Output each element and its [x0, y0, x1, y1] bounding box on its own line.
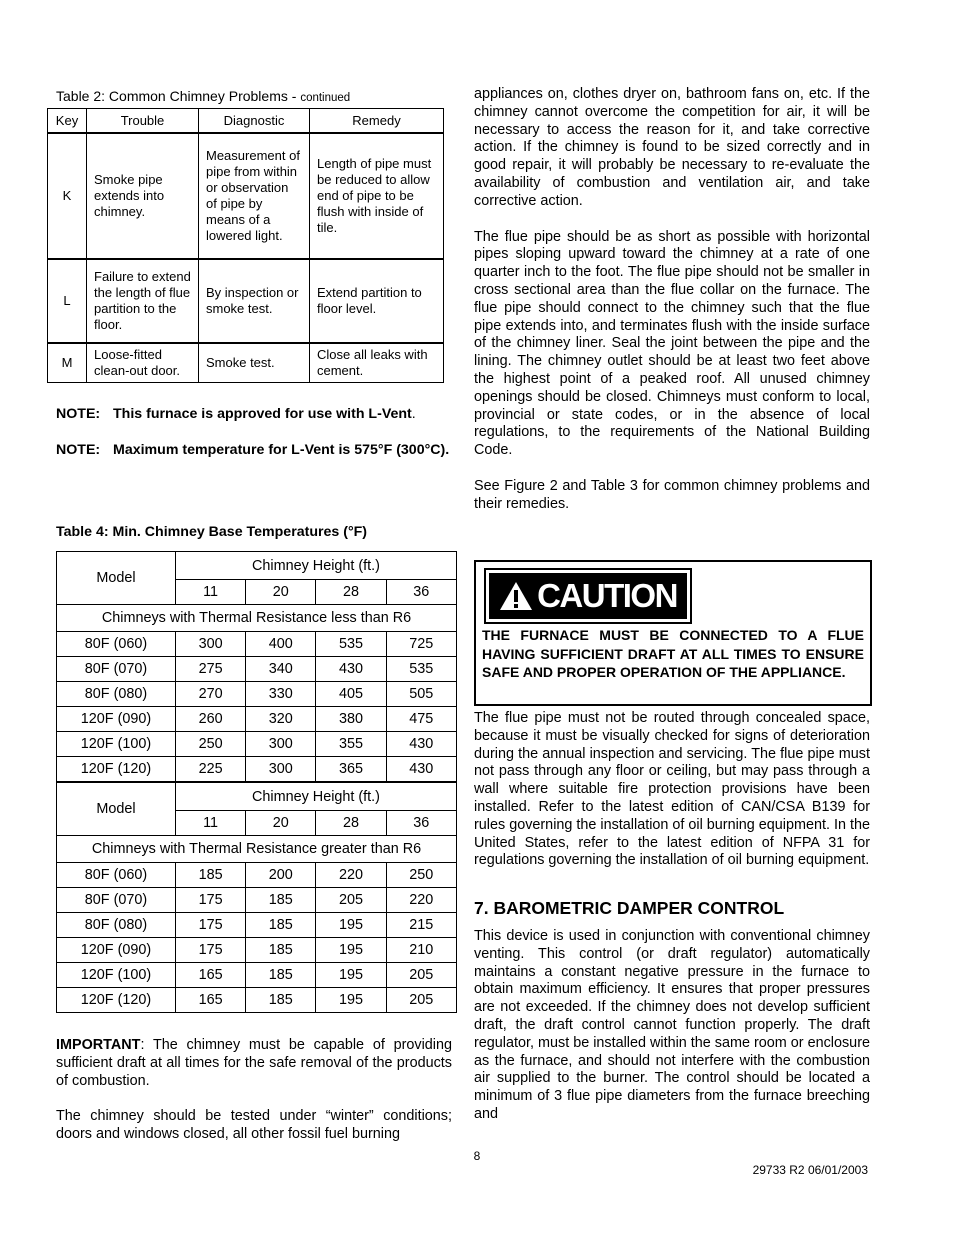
model-cell: 120F (120)	[57, 988, 176, 1013]
table2-caption: Table 2: Common Chimney Problems - continued	[56, 88, 351, 104]
table-row	[57, 732, 457, 757]
warning-triangle-icon	[499, 581, 533, 611]
chimney-height-header: Chimney Height (ft.)	[176, 552, 457, 580]
temp-cell: 430	[386, 757, 456, 783]
temp-cell: 430	[386, 732, 456, 757]
table-row	[48, 343, 444, 383]
header-diagnostic: Diagnostic	[199, 109, 310, 134]
model-cell: 80F (080)	[57, 913, 176, 938]
temp-cell: 195	[316, 938, 386, 963]
model-header: Model	[57, 782, 176, 836]
temp-cell: 195	[316, 913, 386, 938]
temp-cell: 185	[246, 888, 316, 913]
temp-cell: 475	[386, 707, 456, 732]
paragraph-air-competition: appliances on, clothes dryer on, bathroom fans on, etc. If the chimney cannot overcome the competition for air, it will be necessary to access the reason for it, and take corrective action. If the chimney is found to be sized correctly and in good repair, it will probably be necessary to re-evaluate the availability of combustion and ventilation air, and take corrective action.	[474, 86, 870, 209]
winter-conditions-paragraph: The chimney should be tested under “winter” conditions; doors and windows closed, all other fossil fuel burning	[56, 1108, 452, 1142]
table-header-row	[48, 109, 444, 134]
table-row	[48, 259, 444, 343]
temp-cell: 275	[176, 657, 246, 682]
temp-cell: 175	[176, 888, 246, 913]
model-cell: 120F (090)	[57, 938, 176, 963]
temp-cell: 320	[246, 707, 316, 732]
height-28: 28	[316, 580, 386, 605]
height-36: 36	[386, 580, 456, 605]
temp-cell: 405	[316, 682, 386, 707]
temp-cell: 200	[246, 863, 316, 888]
right-column-top	[474, 86, 870, 514]
section1-title: Chimneys with Thermal Resistance less than R6	[57, 605, 457, 632]
model-cell: 120F (120)	[57, 757, 176, 783]
table-row	[57, 632, 457, 657]
paragraph-flue-routing: The flue pipe must not be routed through concealed space, because it must be visually checked for signs of deterioration during the annual inspection and servicing. The flue pipe must not pass through any floor or ceiling, but may pass through a wall where suitable fire protection provisions have been installed. Refer to the latest edition of CAN/CSA B139 for rules governing the installation of oil burning equipment. In the United States, refer to the latest edition of NFPA 31 for regulations governing the installation of oil burning equipment.	[474, 710, 870, 869]
temp-cell: 220	[386, 888, 456, 913]
temp-cell: 270	[176, 682, 246, 707]
row-remedy: Extend partition to floor level.	[310, 259, 444, 343]
height-20: 20	[246, 811, 316, 836]
temp-cell: 535	[386, 657, 456, 682]
table-row	[57, 757, 457, 783]
page-number: 8	[473, 1149, 481, 1163]
row-key: L	[48, 259, 87, 343]
temp-cell: 505	[386, 682, 456, 707]
temp-cell: 185	[246, 913, 316, 938]
model-cell: 80F (070)	[57, 888, 176, 913]
section-title-row	[57, 836, 457, 863]
row-key: K	[48, 133, 87, 259]
caution-badge-inner	[489, 573, 687, 619]
model-header: Model	[57, 552, 176, 605]
table-row	[57, 913, 457, 938]
caution-text: THE FURNACE MUST BE CONNECTED TO A FLUE HAVING SUFFICIENT DRAFT AT ALL TIMES TO ENSURE SAFE AND PROPER OPERATION OF THE APPLIANCE.	[482, 627, 864, 680]
table-row	[57, 938, 457, 963]
temp-cell: 430	[316, 657, 386, 682]
temp-cell: 340	[246, 657, 316, 682]
table-header-row	[57, 552, 457, 580]
model-cell: 80F (060)	[57, 863, 176, 888]
temp-cell: 250	[386, 863, 456, 888]
temp-cell: 175	[176, 938, 246, 963]
row-diagnostic: Smoke test.	[199, 343, 310, 383]
temp-cell: 220	[316, 863, 386, 888]
temp-cell: 535	[316, 632, 386, 657]
row-trouble: Failure to extend the length of flue partition to the floor.	[87, 259, 199, 343]
height-11: 11	[176, 811, 246, 836]
note-lvent-approval: NOTE: This furnace is approved for use with L-Vent.	[56, 406, 416, 422]
temp-cell: 165	[176, 988, 246, 1013]
header-key: Key	[48, 109, 87, 134]
row-trouble: Loose-fitted clean-out door.	[87, 343, 199, 383]
paragraph-barometric-damper: This device is used in conjunction with conventional chimney venting. This control (or draft regulator) automatically maintains a constant negative pressure in the furnace to obtain maximum efficiency. It ensures that proper pressures are not exceeded. If the chimney does not develop sufficient draft, the draft control cannot function properly. The draft regulator, must be installed within the same room or enclosure as the furnace, and should not interfere with the combustion air supplied to the burner. The control should be located a minimum of 3 flue pipe diameters from the furnace breeching and	[474, 928, 870, 1122]
document-id: 29733 R2 06/01/2003	[752, 1163, 868, 1177]
caution-box	[474, 560, 872, 706]
table4-caption: Table 4: Min. Chimney Base Temperatures (°F)	[56, 524, 368, 540]
row-remedy: Length of pipe must be reduced to allow end of pipe to be flush with inside of tile.	[310, 133, 444, 259]
temp-cell: 185	[246, 988, 316, 1013]
height-11: 11	[176, 580, 246, 605]
caution-word: CAUTION	[537, 577, 677, 614]
temp-cell: 205	[386, 988, 456, 1013]
temp-cell: 400	[246, 632, 316, 657]
paragraph-flue-pipe: The flue pipe should be as short as possible with horizontal pipes sloping upward toward the chimney at a rate of one quarter inch to the foot. The flue pipe should not be smaller in cross sectional area than the flue collar on the furnace. The flue pipe should connect to the chimney such that the flue pipe extends into, and terminates flush with the inside surface of the chimney liner. Seal the joint between the pipe and the lining. The chimney outlet should be at least two feet above the highest point of a peaked roof. All unused chimney openings should be closed. Chimneys must conform to local, provincial or state codes, or in the absence of local regulations, to the requirements of the National Building Code.	[474, 228, 870, 459]
row-remedy: Close all leaks with cement.	[310, 343, 444, 383]
section2-title: Chimneys with Thermal Resistance greater than R6	[57, 836, 457, 863]
temp-cell: 300	[246, 732, 316, 757]
temp-cell: 300	[176, 632, 246, 657]
temp-cell: 250	[176, 732, 246, 757]
table-row	[57, 707, 457, 732]
row-trouble: Smoke pipe extends into chimney.	[87, 133, 199, 259]
model-cell: 120F (100)	[57, 732, 176, 757]
temp-cell: 355	[316, 732, 386, 757]
paragraph-see-figure: See Figure 2 and Table 3 for common chimney problems and their remedies.	[474, 477, 870, 512]
table-header-row	[57, 782, 457, 811]
temp-cell: 215	[386, 913, 456, 938]
temp-cell: 330	[246, 682, 316, 707]
table-row	[48, 133, 444, 259]
height-28: 28	[316, 811, 386, 836]
temp-cell: 725	[386, 632, 456, 657]
height-36: 36	[386, 811, 456, 836]
common-chimney-problems-table	[47, 108, 444, 383]
temp-cell: 185	[246, 938, 316, 963]
temp-cell: 365	[316, 757, 386, 783]
table-row	[57, 963, 457, 988]
table-row	[57, 988, 457, 1013]
temp-cell: 210	[386, 938, 456, 963]
note-max-temperature: NOTE: Maximum temperature for L-Vent is 575°F (300°C).	[56, 442, 450, 458]
height-20: 20	[246, 580, 316, 605]
temp-cell: 195	[316, 988, 386, 1013]
row-key: M	[48, 343, 87, 383]
temp-cell: 185	[176, 863, 246, 888]
model-cell: 120F (100)	[57, 963, 176, 988]
temp-cell: 165	[176, 963, 246, 988]
header-trouble: Trouble	[87, 109, 199, 134]
important-paragraph: IMPORTANT: The chimney must be capable of providing sufficient draft at all times for the safe removal of the products of combustion.	[56, 1037, 452, 1089]
table-row	[57, 682, 457, 707]
temp-cell: 185	[246, 963, 316, 988]
section-title-row	[57, 605, 457, 632]
model-cell: 80F (080)	[57, 682, 176, 707]
caution-badge	[484, 568, 692, 624]
row-diagnostic: Measurement of pipe from within or observation of pipe by means of a lowered light.	[199, 133, 310, 259]
min-chimney-base-temperatures-table	[56, 551, 457, 1013]
temp-cell: 380	[316, 707, 386, 732]
model-cell: 120F (090)	[57, 707, 176, 732]
temp-cell: 205	[316, 888, 386, 913]
table-row	[57, 863, 457, 888]
header-remedy: Remedy	[310, 109, 444, 134]
table-row	[57, 657, 457, 682]
chimney-height-header: Chimney Height (ft.)	[176, 782, 457, 811]
model-cell: 80F (060)	[57, 632, 176, 657]
temp-cell: 225	[176, 757, 246, 783]
section-7-heading: 7. BAROMETRIC DAMPER CONTROL	[474, 898, 785, 918]
temp-cell: 260	[176, 707, 246, 732]
row-diagnostic: By inspection or smoke test.	[199, 259, 310, 343]
table-row	[57, 888, 457, 913]
temp-cell: 300	[246, 757, 316, 783]
temp-cell: 205	[386, 963, 456, 988]
temp-cell: 175	[176, 913, 246, 938]
model-cell: 80F (070)	[57, 657, 176, 682]
temp-cell: 195	[316, 963, 386, 988]
